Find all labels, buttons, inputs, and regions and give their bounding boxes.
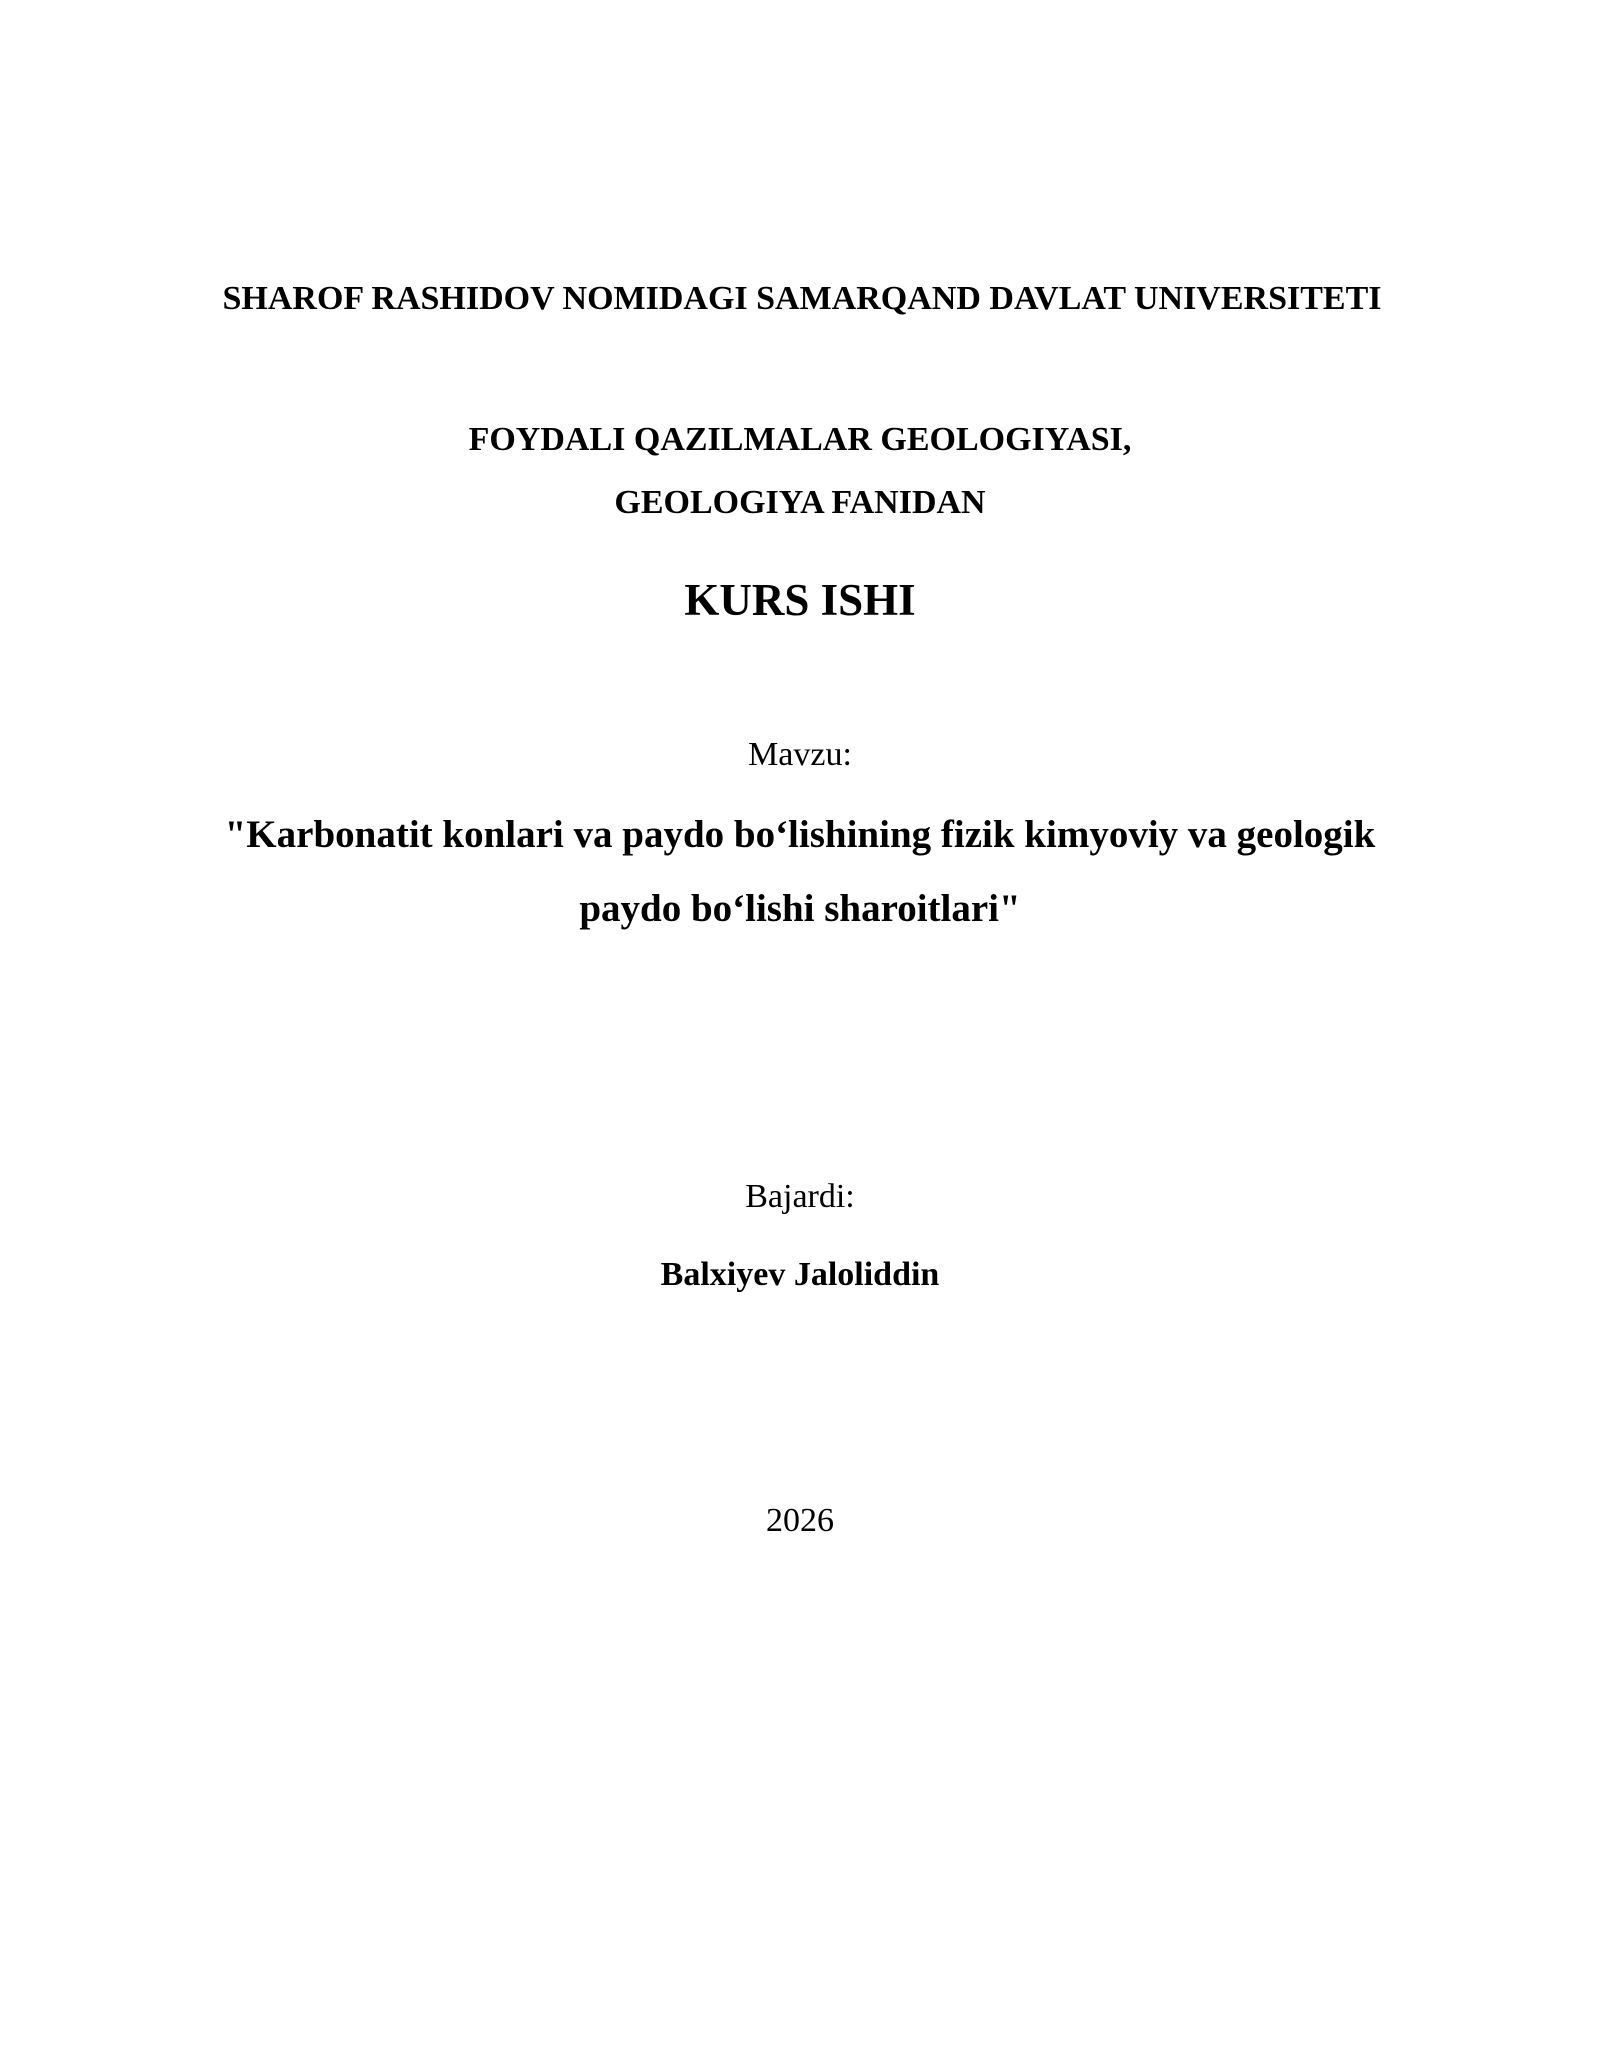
year: 2026 <box>766 1502 834 1539</box>
topic-title-line-1: "Karbonatit konlari va paydo bo‘lishining fizik kimyoviy va geologik <box>224 813 1376 856</box>
work-type-heading: KURS ISHI <box>684 575 916 625</box>
author-label: Bajardi: <box>745 1178 855 1215</box>
subject-line-2: GEOLOGIYA FANIDAN <box>614 484 986 521</box>
topic-label: Mavzu: <box>748 736 852 773</box>
author-name: Balxiyev Jaloliddin <box>660 1256 940 1293</box>
university-name: SHAROF RASHIDOV NOMIDAGI SAMARQAND DAVLAT UNIVERSITETI <box>222 280 1382 317</box>
subject-line-1: FOYDALI QAZILMALAR GEOLOGIYASI, <box>468 421 1132 458</box>
topic-title-line-2: paydo bo‘lishi sharoitlari" <box>579 887 1021 930</box>
